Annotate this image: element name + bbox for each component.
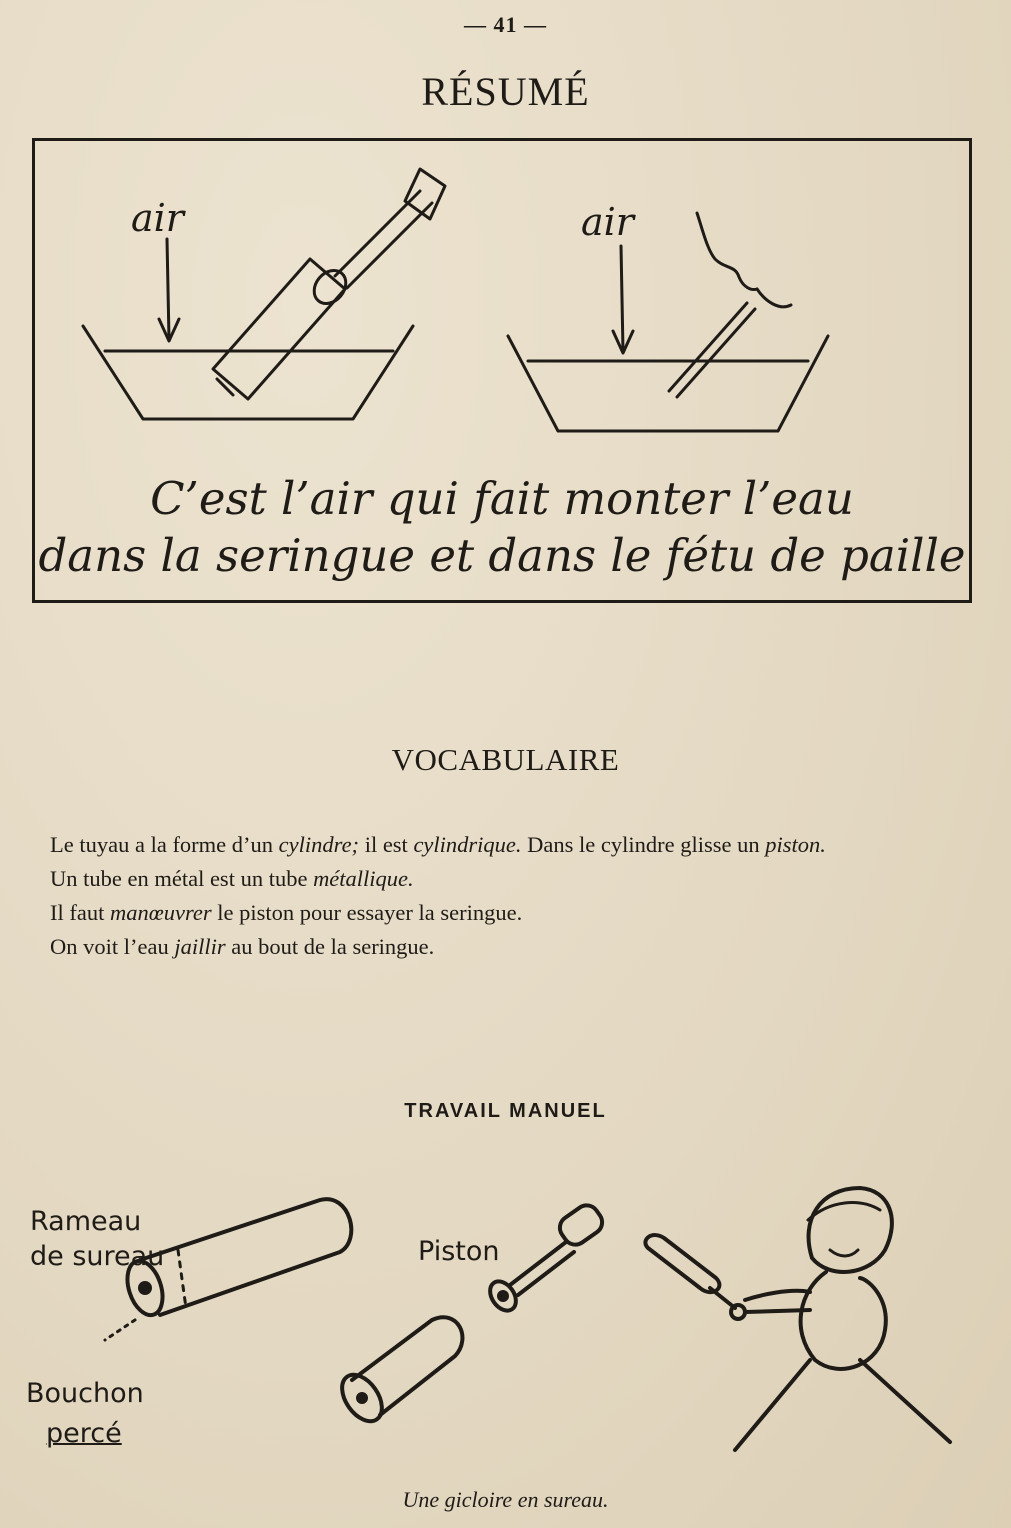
figure-caption: Une gicloire en sureau. (402, 1487, 609, 1512)
label-rameau-line2: de sureau (30, 1241, 165, 1272)
child-figure-icon (645, 1188, 950, 1450)
piston-icon (485, 1201, 607, 1316)
travail-manuel-illustration (0, 1180, 1011, 1480)
resume-sentence-line1: C’est l’air qui fait monter l’eau (150, 472, 854, 525)
label-piston: Piston (418, 1236, 500, 1267)
left-basin (83, 326, 413, 419)
vocabulary-paragraph-4: On voit l’eau jaillir au bout de la seringue. (50, 934, 435, 959)
page-title: RÉSUMÉ (421, 69, 590, 114)
page-number: — 41 — (464, 12, 547, 37)
resume-sentence-line2: dans la seringue et dans le fétu de paille (38, 529, 966, 582)
right-basin (508, 336, 828, 431)
air-label-left: air (131, 196, 184, 240)
label-bouchon-line2: percé (46, 1418, 122, 1449)
label-rameau-line1: Rameau (30, 1206, 142, 1237)
resume-box (32, 138, 972, 603)
syringe-icon (213, 169, 445, 399)
travail-manuel-heading: TRAVAIL MANUEL (404, 1100, 607, 1122)
vocabulary-text (22, 828, 977, 964)
left-air-arrow (159, 239, 179, 341)
vocabulary-paragraph-1: Le tuyau a la forme d’un cylindre; il est cylindrique. Dans le cylindre glisse un piston. (50, 832, 826, 857)
short-cylinder-icon (334, 1317, 462, 1428)
vocabulary-heading: VOCABULAIRE (391, 742, 620, 777)
vocabulary-paragraph-3: Il faut manœuvrer le piston pour essayer la seringue. (50, 900, 523, 925)
air-label-right: air (581, 200, 634, 244)
straw-icon (669, 213, 791, 397)
label-bouchon-line1: Bouchon (26, 1378, 144, 1409)
vocabulary-paragraph-2: Un tube en métal est un tube métallique. (50, 866, 414, 891)
right-air-arrow (613, 246, 633, 353)
